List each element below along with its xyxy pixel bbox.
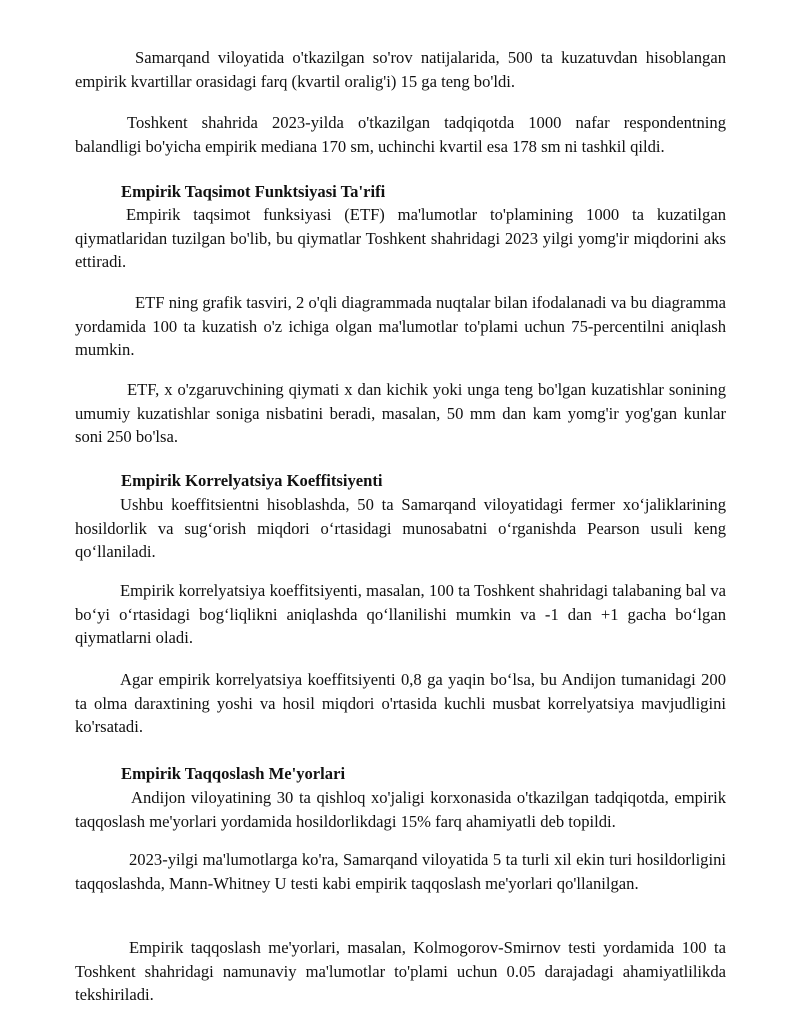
paragraph-etf-definition: Empirik taqsimot funksiyasi (ETF) ma'lumotlar to'plamining 1000 ta kuzatilgan qiymatlaridan tuzilgan bo'lib, bu qiymatlar Toshkent shahridagi 2023 yilgi yomg'ir miqdorini aks ettiradi. [75,205,726,271]
paragraph-iqr-samarqand: Samarqand viloyatida o'tkazilgan so'rov natijalarida, 500 ta kuzatuvdan hisoblangan empirik kvartillar orasidagi farq (kvartil oralig'i) 15 ga teng bo'ldi. [75,48,726,91]
section-heading-correlation: Empirik Korrelyatsiya Koeffitsiyenti [121,471,383,490]
paragraph-median-toshkent: Toshkent shahrida 2023-yilda o'tkazilgan tadqiqotda 1000 nafar respondentning balandligi bo'yicha empirik mediana 170 sm, uchinchi kvartil esa 178 sm ni tashkil qildi. [75,113,726,156]
section-heading-comparison: Empirik Taqqoslash Me'yorlari [121,764,346,783]
paragraph-comparison-kolmogorov: Empirik taqqoslash me'yorlari, masalan, Kolmogorov-Smirnov testi yordamida 100 ta Toshkent shahridagi namunaviy ma'lumotlar to'plami uchun 0.05 darajadagi ahamiyatlilikda tekshiriladi. [75,938,726,1004]
section-heading-etf: Empirik Taqsimot Funktsiyasi Ta'rifi [121,182,386,201]
paragraph-correlation-example: Agar empirik korrelyatsiya koeffitsiyenti 0,8 ga yaqin bo‘lsa, bu Andijon tumanidagi 200 ta olma daraxtining yoshi va hosil miqdori o'rtasida kuchli musbat korrelyatsiya mavjudligini ko'rsatadi. [75,670,726,736]
paragraph-comparison-andijon: Andijon viloyatining 30 ta qishloq xo'jaligi korxonasida o'tkazilgan tadqiqotda, empirik taqqoslash me'yorlari yordamida hosildorlikdagi 15% farq ahamiyatli deb topildi. [75,788,726,831]
paragraph-comparison-mann-whitney: 2023-yilgi ma'lumotlarga ko'ra, Samarqand viloyatida 5 ta turli xil ekin turi hosildorligini taqqoslashda, Mann-Whitney U testi kabi empirik taqqoslash me'yorlari qo'llanilgan. [75,850,726,893]
paragraph-correlation-pearson: Ushbu koeffitsientni hisoblashda, 50 ta Samarqand viloyatidagi fermer xo‘jaliklarining hosildorlik va sug‘orish miqdori o‘rtasidagi munosabatni o‘rganishda Pearson usuli keng qo‘llaniladi. [75,495,726,561]
paragraph-correlation-range: Empirik korrelyatsiya koeffitsiyenti, masalan, 100 ta Toshkent shahridagi talabaning bal va bo‘yi o‘rtasidagi bog‘liqlikni aniqlashda qo‘llanilishi mumkin va -1 dan +1 gacha bo‘lgan qiymatlarni oladi. [75,581,726,647]
paragraph-etf-graph: ETF ning grafik tasviri, 2 o'qli diagrammada nuqtalar bilan ifodalanadi va bu diagramma yordamida 100 ta kuzatish o'z ichiga olgan ma'lumotlar to'plami uchun 75-percentilni aniqlash mumkin. [75,293,726,359]
paragraph-etf-ratio: ETF, x o'zgaruvchining qiymati x dan kichik yoki unga teng bo'lgan kuzatishlar sonining umumiy kuzatishlar soniga nisbatini beradi, masalan, 50 mm dan kam yomg'ir yog'gan kunlar soni 250 bo'lsa. [75,380,726,446]
